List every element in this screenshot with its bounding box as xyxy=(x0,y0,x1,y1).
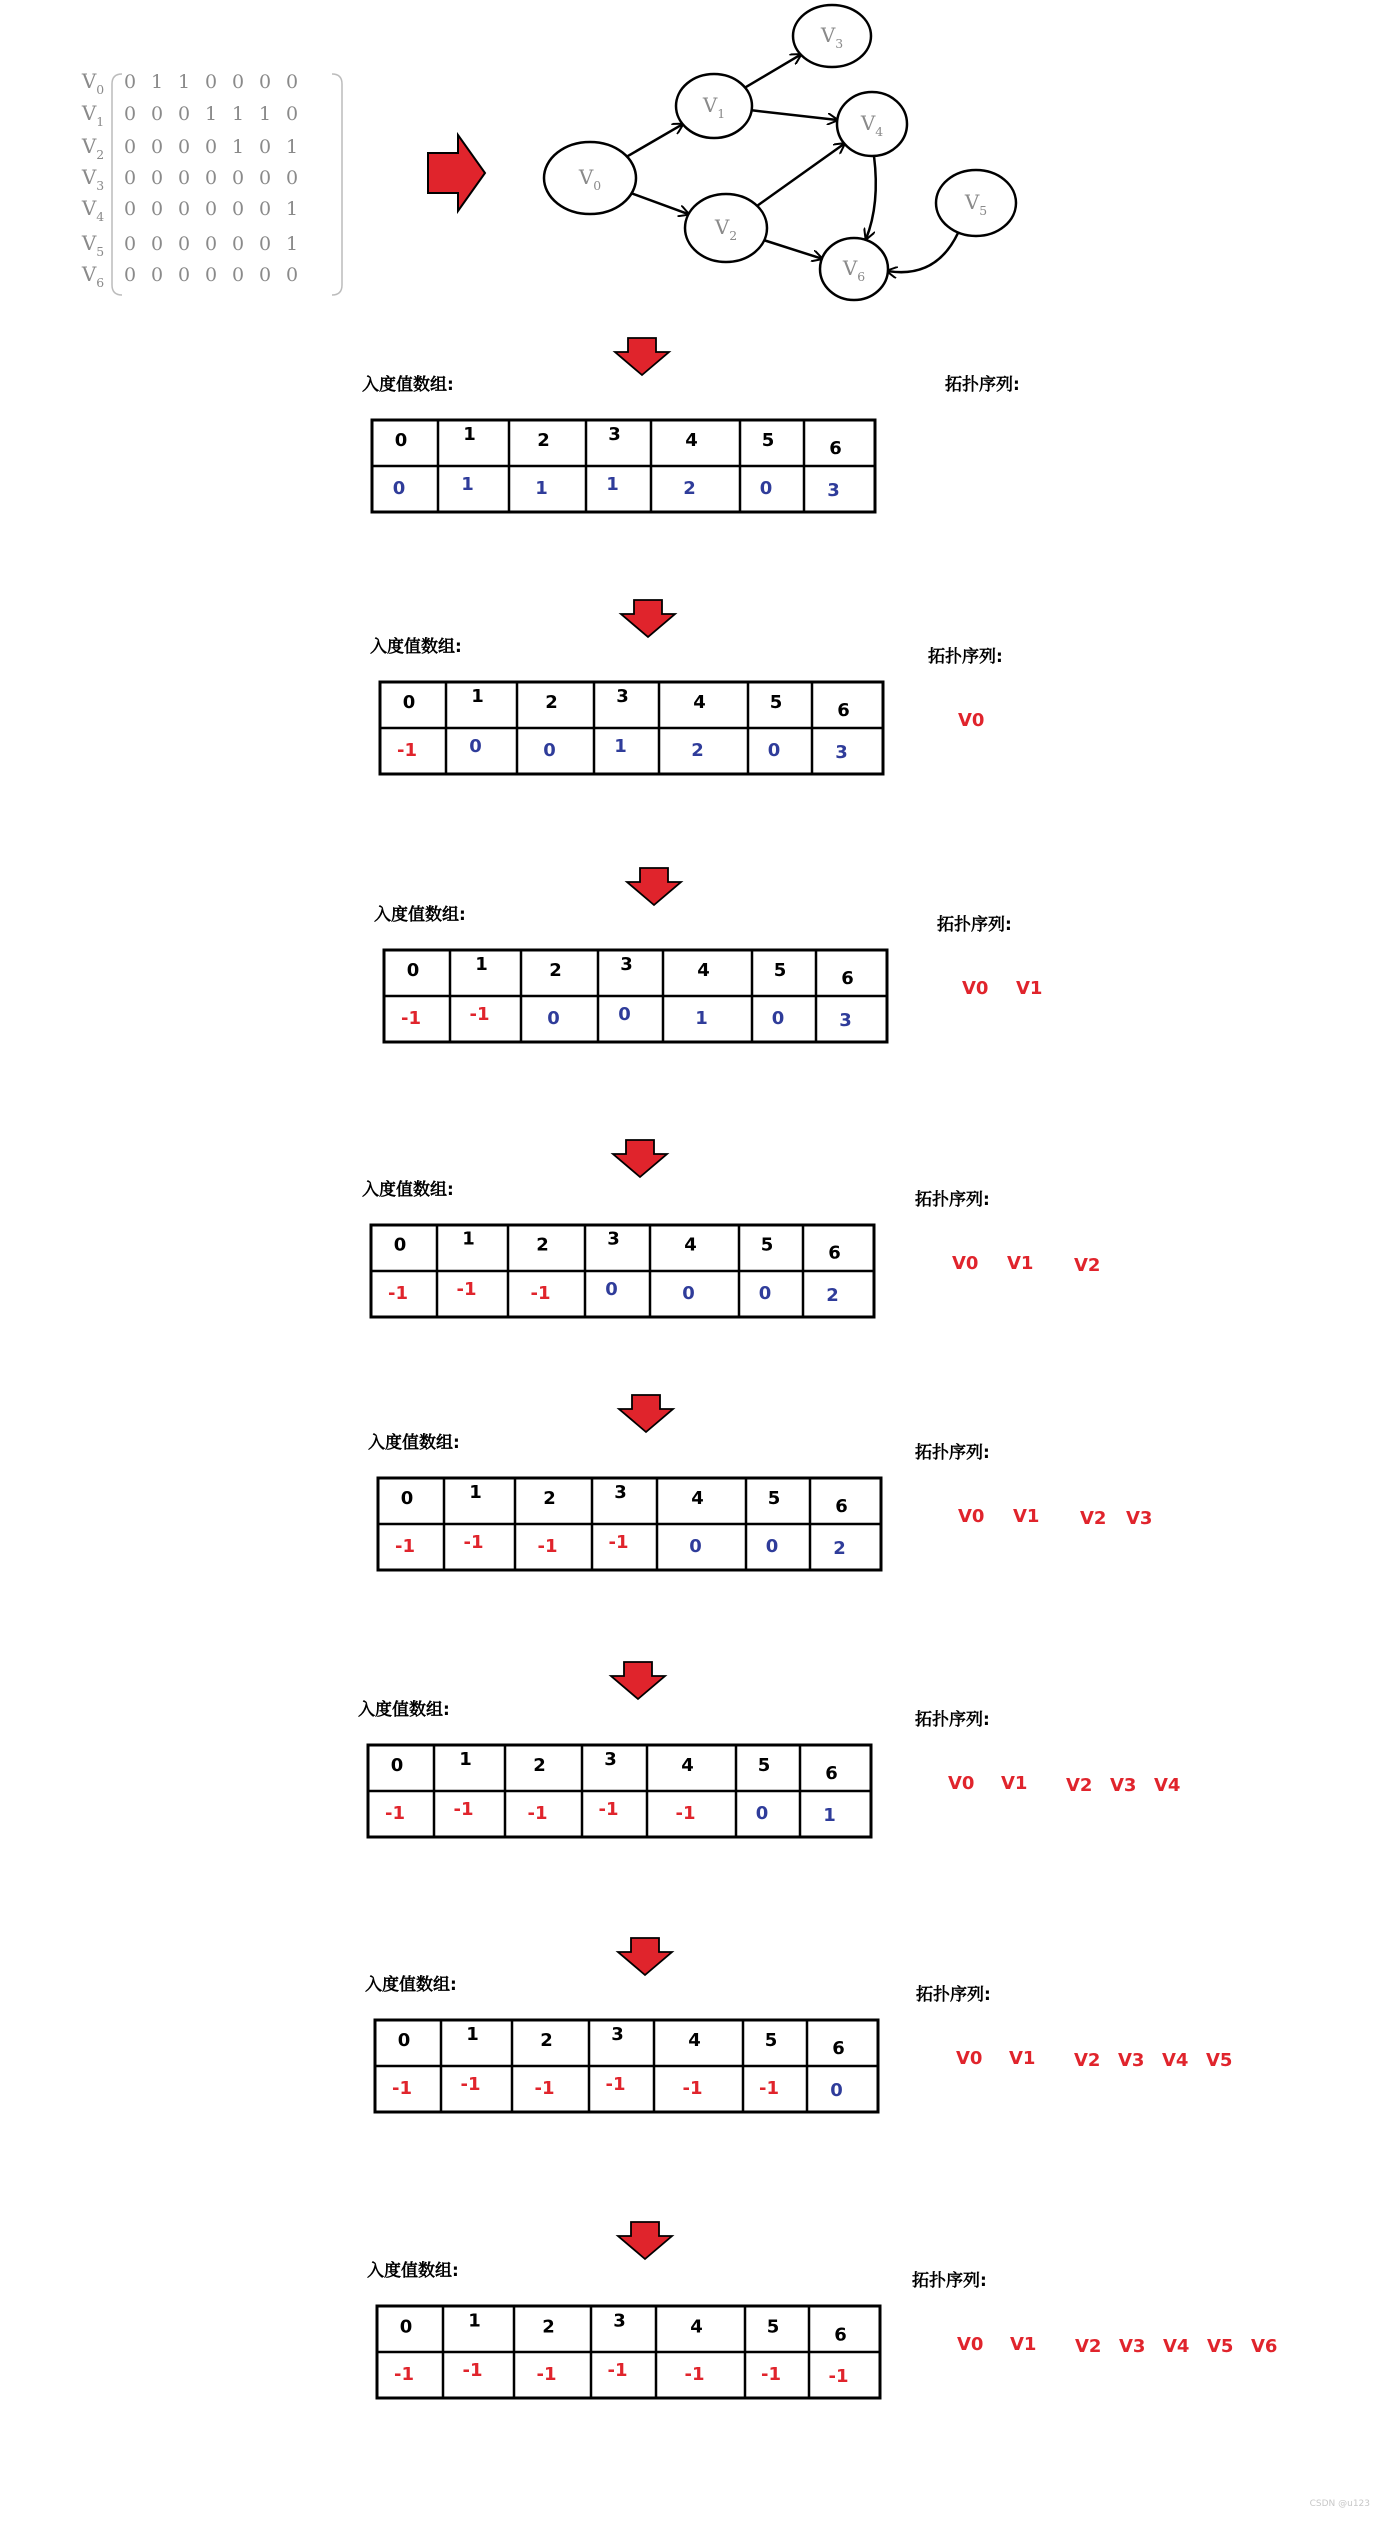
indegree-table xyxy=(380,682,883,774)
indegree-value-cell: -1 xyxy=(759,2078,779,2099)
matrix-cell: 1 xyxy=(285,136,299,158)
index-header-cell: 5 xyxy=(773,960,787,981)
graph-node xyxy=(936,170,1016,236)
matrix-cell: 0 xyxy=(204,264,218,286)
indegree-value-cell: 0 xyxy=(682,1283,695,1304)
index-header-cell: 1 xyxy=(459,1749,472,1771)
index-header-cell: 3 xyxy=(608,424,621,446)
index-header-cell: 2 xyxy=(549,960,562,981)
array-label: 入度值数组: xyxy=(370,637,462,657)
topological-sequence xyxy=(958,1506,1152,1529)
step xyxy=(370,600,1003,774)
matrix-cell: 0 xyxy=(258,167,272,189)
indegree-value-cell: -1 xyxy=(394,2364,414,2385)
topological-sequence xyxy=(958,710,984,731)
sequence-item: V3 xyxy=(1119,2336,1146,2357)
index-header-cell: 3 xyxy=(604,1749,617,1771)
matrix-row-label: $V_2$ xyxy=(81,134,105,162)
index-header-cell: 6 xyxy=(828,1242,841,1264)
index-header-cell: 0 xyxy=(402,691,416,713)
sequence-item: V5 xyxy=(1206,2050,1233,2071)
sequence-item: V0 xyxy=(958,710,985,731)
indegree-value-cell: -1 xyxy=(395,1536,415,1557)
sequence-item: V4 xyxy=(1163,2336,1190,2357)
step xyxy=(365,1938,1232,2112)
index-header-cell: 4 xyxy=(684,1234,697,1256)
matrix-cell: 0 xyxy=(231,264,245,286)
graph-node-label: $V_3$ xyxy=(820,23,844,51)
graph-edges xyxy=(627,55,958,273)
index-header-cell: 4 xyxy=(693,691,706,713)
graph-edge xyxy=(866,156,876,239)
index-header-cell: 3 xyxy=(611,2023,624,2045)
indegree-value-cell: -1 xyxy=(761,2364,781,2385)
graph-node-label: $V_1$ xyxy=(702,93,726,121)
index-header-cell: 0 xyxy=(394,430,408,452)
step xyxy=(362,338,1020,512)
down-arrow-icon xyxy=(627,868,681,905)
indegree-value-cell: 0 xyxy=(759,478,773,499)
index-header-cell: 2 xyxy=(540,2029,553,2051)
indegree-value-cell: -1 xyxy=(530,1283,551,1304)
matrix-cell: 0 xyxy=(258,233,272,255)
sequence-item: V1 xyxy=(1007,1253,1034,1274)
indegree-value-cell: -1 xyxy=(537,1536,558,1557)
indegree-value-cell: 0 xyxy=(543,740,556,761)
matrix-cell: 0 xyxy=(231,198,245,220)
matrix-cell: 0 xyxy=(150,233,164,255)
indegree-value-cell: 0 xyxy=(755,1803,769,1824)
matrix-cell: 0 xyxy=(204,233,218,255)
indegree-value-cell: -1 xyxy=(684,2364,705,2385)
sequence-label: 拓扑序列: xyxy=(928,647,1003,667)
down-arrow-icon xyxy=(618,1938,672,1975)
index-header-cell: 0 xyxy=(393,1234,407,1256)
matrix-cell: 0 xyxy=(258,136,272,158)
matrix-cell: 0 xyxy=(204,198,218,220)
sequence-item: V1 xyxy=(1009,2048,1036,2069)
sequence-item: V2 xyxy=(1074,1255,1101,1276)
down-arrow-icon xyxy=(613,1140,667,1177)
matrix-cell: 0 xyxy=(285,167,299,189)
matrix-cell: 0 xyxy=(177,264,191,286)
graph-edge xyxy=(887,233,958,272)
watermark: CSDN @u123 xyxy=(1309,2499,1370,2509)
indegree-value-cell: -1 xyxy=(453,1799,474,1820)
matrix-cell: 0 xyxy=(123,71,137,93)
indegree-value-cell: -1 xyxy=(385,1803,405,1824)
sequence-item: V2 xyxy=(1080,1508,1107,1529)
right-arrow-shape xyxy=(428,135,485,211)
indegree-value-cell: 0 xyxy=(771,1008,785,1029)
indegree-value-cell: 1 xyxy=(695,1008,708,1029)
sequence-label: 拓扑序列: xyxy=(937,915,1012,935)
indegree-value-cell: 1 xyxy=(614,736,627,757)
index-header-cell: 0 xyxy=(390,1755,404,1777)
step xyxy=(358,1662,1180,1837)
index-header-cell: 6 xyxy=(829,438,842,460)
sequence-label: 拓扑序列: xyxy=(916,1985,991,2005)
index-header-cell: 5 xyxy=(757,1755,771,1777)
sequence-item: V0 xyxy=(952,1253,979,1274)
matrix-cell: 0 xyxy=(285,103,299,125)
topological-sequence xyxy=(962,978,1042,999)
directed-graph xyxy=(544,5,1016,300)
sequence-item: V0 xyxy=(956,2048,983,2069)
matrix-cell: 0 xyxy=(123,233,137,255)
sequence-item: V0 xyxy=(958,1506,985,1527)
array-label: 入度值数组: xyxy=(365,1975,457,1995)
index-header-cell: 4 xyxy=(691,1487,704,1509)
index-header-cell: 4 xyxy=(697,960,710,981)
matrix-cell: 0 xyxy=(177,198,191,220)
indegree-value-cell: -1 xyxy=(397,740,417,761)
matrix-cell: 1 xyxy=(204,103,218,125)
index-header-cell: 5 xyxy=(766,2316,780,2338)
indegree-value-cell: 0 xyxy=(758,1283,772,1304)
matrix-cell: 0 xyxy=(150,103,164,125)
graph-node xyxy=(676,74,752,138)
indegree-value-cell: 0 xyxy=(767,740,781,761)
matrix-cell: 0 xyxy=(258,198,272,220)
sequence-label: 拓扑序列: xyxy=(912,2271,987,2291)
graph-node-label: $V_0$ xyxy=(578,165,602,193)
index-header-cell: 2 xyxy=(545,691,558,713)
sequence-item: V1 xyxy=(1016,978,1043,999)
matrix-cell: 0 xyxy=(123,264,137,286)
sequence-label: 拓扑序列: xyxy=(915,1443,990,1463)
matrix-cell: 0 xyxy=(204,167,218,189)
index-header-cell: 1 xyxy=(471,685,484,707)
indegree-value-cell: -1 xyxy=(675,1803,696,1824)
index-header-cell: 5 xyxy=(769,691,783,713)
topological-sequence xyxy=(957,2334,1277,2357)
index-header-cell: 2 xyxy=(542,2316,555,2338)
index-header-cell: 5 xyxy=(760,1234,774,1256)
indegree-value-cell: 0 xyxy=(765,1536,779,1557)
sequence-item: V0 xyxy=(948,1773,975,1794)
matrix-cell: 0 xyxy=(231,233,245,255)
index-header-cell: 3 xyxy=(613,2310,626,2332)
matrix-cell: 0 xyxy=(150,198,164,220)
right-arrow-icon xyxy=(428,135,485,211)
matrix-cell: 0 xyxy=(231,167,245,189)
down-arrow-icon xyxy=(621,600,675,637)
index-header-cell: 2 xyxy=(536,1234,549,1256)
sequence-item: V5 xyxy=(1207,2336,1234,2357)
index-header-cell: 6 xyxy=(835,1495,848,1517)
sequence-item: V6 xyxy=(1251,2336,1278,2357)
indegree-value-cell: 0 xyxy=(547,1008,560,1029)
sequence-label: 拓扑序列: xyxy=(915,1190,990,1210)
graph-node-label: $V_4$ xyxy=(860,111,884,139)
indegree-value-cell: -1 xyxy=(462,2360,483,2381)
array-label: 入度值数组: xyxy=(362,375,454,395)
index-header-cell: 0 xyxy=(397,2029,411,2051)
index-header-cell: 2 xyxy=(537,430,550,452)
sequence-item: V2 xyxy=(1066,1775,1093,1796)
matrix-cell: 0 xyxy=(177,233,191,255)
sequence-item: V0 xyxy=(957,2334,984,2355)
sequence-item: V3 xyxy=(1126,1508,1153,1529)
index-header-cell: 6 xyxy=(832,2037,845,2059)
indegree-value-cell: -1 xyxy=(460,2074,481,2095)
indegree-value-cell: 1 xyxy=(823,1805,836,1826)
step xyxy=(367,2222,1277,2398)
graph-edge xyxy=(632,193,689,214)
indegree-table xyxy=(372,420,875,512)
matrix-cell: 0 xyxy=(177,136,191,158)
indegree-value-cell: 0 xyxy=(830,2080,843,2101)
indegree-value-cell: 2 xyxy=(683,478,696,499)
matrix-cell: 0 xyxy=(258,71,272,93)
index-header-cell: 0 xyxy=(399,2316,413,2338)
sequence-item: V1 xyxy=(1013,1506,1040,1527)
index-header-cell: 4 xyxy=(685,430,698,452)
topological-sequence xyxy=(948,1773,1180,1796)
indegree-table xyxy=(384,950,887,1042)
indegree-value-cell: -1 xyxy=(463,1532,484,1553)
index-header-cell: 5 xyxy=(761,430,775,452)
indegree-value-cell: 1 xyxy=(535,478,548,499)
indegree-value-cell: 0 xyxy=(689,1536,702,1557)
index-header-cell: 0 xyxy=(400,1487,414,1509)
indegree-value-cell: -1 xyxy=(392,2078,412,2099)
matrix-cell: 1 xyxy=(285,233,299,255)
index-header-cell: 3 xyxy=(620,954,633,975)
matrix-cell: 0 xyxy=(150,264,164,286)
indegree-value-cell: 0 xyxy=(618,1004,631,1025)
step-list xyxy=(358,338,1277,2398)
matrix-cell: 1 xyxy=(258,103,272,125)
graph-edge xyxy=(757,144,844,206)
graph-node xyxy=(837,92,907,156)
indegree-value-cell: -1 xyxy=(607,2360,628,2381)
matrix-left-bracket xyxy=(112,74,122,295)
indegree-value-cell: 2 xyxy=(833,1538,846,1559)
indegree-table xyxy=(377,2306,880,2398)
topological-sequence xyxy=(956,2048,1232,2071)
index-header-cell: 3 xyxy=(616,685,629,707)
indegree-value-cell: -1 xyxy=(536,2364,557,2385)
indegree-value-cell: -1 xyxy=(682,2078,703,2099)
sequence-item: V4 xyxy=(1154,1775,1181,1796)
index-header-cell: 1 xyxy=(462,1228,475,1250)
array-label: 入度值数组: xyxy=(368,1433,460,1453)
indegree-table xyxy=(368,1745,871,1837)
sequence-item: V3 xyxy=(1110,1775,1137,1796)
index-header-cell: 1 xyxy=(463,424,476,446)
indegree-value-cell: -1 xyxy=(527,1803,548,1824)
index-header-cell: 1 xyxy=(468,2310,481,2332)
matrix-cell: 0 xyxy=(177,103,191,125)
matrix-cell: 0 xyxy=(123,103,137,125)
indegree-value-cell: -1 xyxy=(401,1008,421,1029)
matrix-cell: 1 xyxy=(231,136,245,158)
sequence-item: V2 xyxy=(1074,2050,1101,2071)
matrix-row-label: $V_3$ xyxy=(81,165,105,193)
indegree-value-cell: 0 xyxy=(469,736,482,757)
matrix-row-label: $V_6$ xyxy=(81,262,105,290)
graph-node-label: $V_5$ xyxy=(964,190,988,218)
matrix-cell: 0 xyxy=(123,198,137,220)
indegree-value-cell: 0 xyxy=(605,1279,618,1300)
index-header-cell: 1 xyxy=(466,2023,479,2045)
array-label: 入度值数组: xyxy=(362,1180,454,1200)
matrix-cell: 0 xyxy=(150,167,164,189)
matrix-cell: 0 xyxy=(204,136,218,158)
index-header-cell: 6 xyxy=(841,968,854,989)
matrix-cell: 0 xyxy=(123,136,137,158)
index-header-cell: 6 xyxy=(837,699,850,721)
down-arrow-icon xyxy=(618,2222,672,2259)
indegree-value-cell: 2 xyxy=(826,1285,839,1306)
graph-edge xyxy=(752,110,838,120)
indegree-value-cell: -1 xyxy=(605,2074,626,2095)
array-label: 入度值数组: xyxy=(367,2261,459,2281)
indegree-table xyxy=(378,1478,881,1570)
sequence-item: V4 xyxy=(1162,2050,1189,2071)
matrix-cell: 0 xyxy=(285,264,299,286)
index-header-cell: 4 xyxy=(681,1755,694,1777)
indegree-value-cell: -1 xyxy=(608,1532,629,1553)
matrix-cell: 0 xyxy=(123,167,137,189)
indegree-value-cell: -1 xyxy=(456,1279,477,1300)
matrix-row-label: $V_0$ xyxy=(81,69,105,97)
matrix-cell: 1 xyxy=(285,198,299,220)
graph-node xyxy=(685,194,767,262)
down-arrow-icon xyxy=(611,1662,665,1699)
adjacency-matrix xyxy=(81,69,342,295)
step xyxy=(362,1140,1100,1317)
topological-sequence xyxy=(952,1253,1100,1276)
matrix-row-label: $V_1$ xyxy=(81,101,105,129)
graph-node xyxy=(544,142,636,214)
indegree-value-cell: -1 xyxy=(388,1283,408,1304)
down-arrow-icon xyxy=(619,1395,673,1432)
graph-node xyxy=(793,5,871,67)
indegree-table xyxy=(371,1225,874,1317)
sequence-item: V1 xyxy=(1001,1773,1028,1794)
indegree-value-cell: -1 xyxy=(598,1799,619,1820)
step xyxy=(368,1395,1152,1570)
sequence-item: V2 xyxy=(1075,2336,1102,2357)
array-label: 入度值数组: xyxy=(374,905,466,925)
index-header-cell: 1 xyxy=(475,954,488,975)
matrix-row-label: $V_5$ xyxy=(81,231,105,259)
indegree-value-cell: 3 xyxy=(827,480,840,501)
matrix-row-label: $V_4$ xyxy=(81,196,105,224)
indegree-table xyxy=(375,2020,878,2112)
graph-edge xyxy=(764,240,822,258)
index-header-cell: 6 xyxy=(834,2324,847,2346)
index-header-cell: 3 xyxy=(607,1228,620,1250)
index-header-cell: 4 xyxy=(688,2029,701,2051)
matrix-cell: 1 xyxy=(150,71,164,93)
index-header-cell: 6 xyxy=(825,1763,838,1785)
index-header-cell: 3 xyxy=(614,1481,627,1503)
matrix-cell: 1 xyxy=(231,103,245,125)
matrix-cell: 0 xyxy=(204,71,218,93)
index-header-cell: 0 xyxy=(406,960,420,981)
sequence-item: V3 xyxy=(1118,2050,1145,2071)
indegree-value-cell: 3 xyxy=(839,1010,852,1031)
graph-node-label: $V_2$ xyxy=(714,215,738,243)
indegree-value-cell: -1 xyxy=(534,2078,555,2099)
sequence-item: V1 xyxy=(1010,2334,1037,2355)
graph-edge xyxy=(627,124,683,156)
index-header-cell: 5 xyxy=(767,1487,781,1509)
sequence-label: 拓扑序列: xyxy=(945,375,1020,395)
graph-edge xyxy=(745,55,801,88)
sequence-label: 拓扑序列: xyxy=(915,1710,990,1730)
index-header-cell: 2 xyxy=(533,1755,546,1777)
matrix-cell: 0 xyxy=(150,136,164,158)
down-arrow-icon xyxy=(615,338,669,375)
matrix-cell: 0 xyxy=(231,71,245,93)
index-header-cell: 5 xyxy=(764,2029,778,2051)
array-label: 入度值数组: xyxy=(358,1700,450,1720)
indegree-value-cell: -1 xyxy=(828,2366,849,2387)
matrix-cell: 0 xyxy=(285,71,299,93)
matrix-right-bracket xyxy=(332,74,342,295)
index-header-cell: 1 xyxy=(469,1481,482,1503)
sequence-item: V0 xyxy=(962,978,989,999)
indegree-value-cell: -1 xyxy=(469,1004,490,1025)
indegree-value-cell: 3 xyxy=(835,742,848,763)
matrix-cell: 1 xyxy=(177,71,191,93)
indegree-value-cell: 1 xyxy=(461,474,474,495)
indegree-value-cell: 2 xyxy=(691,740,704,761)
matrix-cell: 0 xyxy=(258,264,272,286)
step xyxy=(374,868,1042,1042)
indegree-value-cell: 0 xyxy=(392,478,406,499)
graph-node-label: $V_6$ xyxy=(842,256,866,284)
index-header-cell: 2 xyxy=(543,1487,556,1509)
index-header-cell: 4 xyxy=(690,2316,703,2338)
matrix-cell: 0 xyxy=(177,167,191,189)
graph-node xyxy=(820,238,888,300)
indegree-value-cell: 1 xyxy=(606,474,619,495)
